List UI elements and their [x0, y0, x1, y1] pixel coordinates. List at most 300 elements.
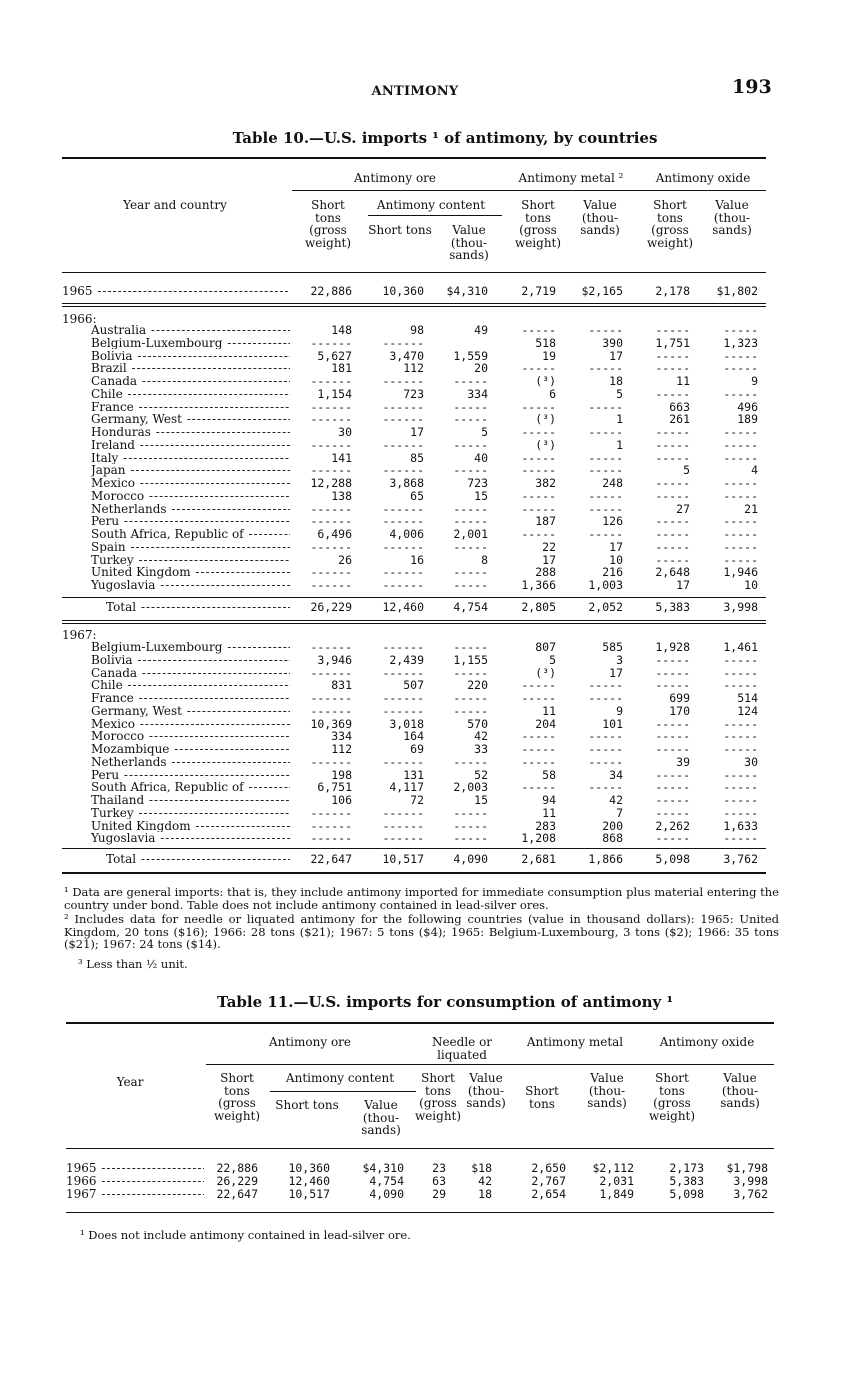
table-row [0, 679, 862, 692]
table-cell: 1,155 [453, 652, 488, 667]
table-cell: 5,383 [655, 600, 690, 614]
table-cell: (³) [535, 437, 556, 452]
table-cell: 20 [474, 361, 488, 376]
table-cell: ----- [453, 437, 488, 452]
table-cell: ------ [382, 831, 424, 846]
row-label: Morocco ----- [91, 490, 290, 503]
table-cell: ----- [723, 716, 758, 731]
table-cell: 1,461 [723, 640, 758, 654]
table11-ore-tons-header: Short tons (gross weight) [213, 1071, 261, 1123]
table-cell: 11 [542, 805, 556, 820]
table11-content-value-header: Value (thou- sands) [361, 1098, 401, 1137]
table-cell: ----- [655, 361, 690, 376]
row-label: Spain ----- [91, 541, 290, 554]
table-cell: 4,117 [389, 780, 424, 795]
table-cell: ------ [382, 374, 424, 388]
table-cell: 63 [432, 1173, 446, 1188]
table-cell: 138 [331, 488, 352, 503]
table-cell: ----- [453, 640, 488, 654]
row-label: Turkey ----- [91, 807, 290, 820]
row-label: Germany, West ----- [91, 705, 290, 718]
table10-group-rule [292, 190, 766, 191]
table-cell: 699 [669, 691, 690, 705]
table-row [0, 756, 862, 769]
table-cell: ----- [723, 425, 758, 439]
table-cell: ----- [723, 678, 758, 693]
table-cell: ------ [382, 754, 424, 769]
table-cell: 7 [616, 805, 623, 820]
table-row [0, 667, 862, 680]
table-cell: 39 [676, 754, 690, 769]
table-cell: $18 [471, 1161, 492, 1175]
table-cell: 124 [737, 703, 758, 718]
table-cell: 1,154 [317, 386, 352, 401]
table-cell: ----- [521, 361, 556, 376]
table-cell: 2,178 [655, 284, 690, 298]
row-label: Mozambique ----- [91, 743, 290, 756]
table-row [0, 579, 862, 592]
table-cell: 3,018 [389, 716, 424, 731]
table10-oxide-tons-header: Short tons (gross weight) [646, 198, 694, 250]
table-cell: 6 [549, 386, 556, 401]
table-row [0, 452, 862, 465]
table-cell: ----- [723, 665, 758, 680]
table-row [0, 337, 862, 350]
table-cell: 334 [467, 386, 488, 401]
table-cell: 283 [535, 818, 556, 833]
table11-footnote: ¹ Does not include antimony contained in lead-silver ore. [80, 1228, 411, 1242]
table-cell: ----- [723, 742, 758, 756]
table-cell: 42 [474, 729, 488, 744]
table-cell: ----- [655, 678, 690, 693]
table-cell: 3,998 [733, 1173, 768, 1188]
table11-oxide-tons-header: Short tons (gross weight) [648, 1071, 696, 1123]
table10-rule-1965b [62, 306, 766, 307]
table-cell: ------ [310, 578, 352, 592]
table-cell: 4,754 [369, 1173, 404, 1188]
table10-ore-group-header: Antimony ore [353, 171, 437, 185]
table-cell: 2,173 [669, 1161, 704, 1175]
row-label: 1965 ----- [66, 1162, 204, 1175]
table-cell: ----- [655, 552, 690, 567]
row-label: Total ----- [106, 853, 290, 866]
table10-content-rule [368, 215, 502, 216]
table-cell: ----- [588, 463, 623, 478]
table-cell: 98 [410, 323, 424, 337]
table-row [0, 490, 862, 503]
table-cell: 10,369 [310, 716, 352, 731]
table10-content-group-header: Antimony content [376, 198, 486, 212]
table-cell: 17 [609, 539, 623, 554]
table-cell: 868 [602, 831, 623, 846]
table-cell: 58 [542, 767, 556, 782]
table-cell: 390 [602, 335, 623, 350]
table-cell: ------ [382, 640, 424, 654]
table-cell: ----- [723, 361, 758, 376]
table-cell: ----- [588, 729, 623, 744]
table-cell: ----- [655, 450, 690, 465]
table10-top-rule [62, 157, 766, 159]
table-cell: 1,003 [588, 578, 623, 592]
table-cell: ----- [453, 831, 488, 846]
row-label: Brazil ----- [91, 362, 290, 375]
table-cell: 1,559 [453, 348, 488, 363]
table-cell: 17 [676, 578, 690, 592]
table-cell: 1,633 [723, 818, 758, 833]
table-cell: ------ [382, 565, 424, 580]
table-cell: ----- [521, 678, 556, 693]
table-row [0, 439, 862, 452]
table10-rule-1966a [62, 620, 766, 621]
table-cell: 26,229 [310, 600, 352, 614]
table-cell: ----- [723, 514, 758, 529]
table-cell: ------ [382, 501, 424, 516]
table10-header-rule [62, 272, 766, 273]
table-cell: ----- [588, 780, 623, 795]
row-label: Mexico ----- [91, 718, 290, 731]
row-label: Turkey ----- [91, 554, 290, 567]
table11-header-rule [66, 1148, 774, 1149]
table-cell: ----- [521, 323, 556, 337]
table-cell: ------ [382, 665, 424, 680]
table-cell: ------ [310, 437, 352, 452]
table-row [0, 781, 862, 794]
table-row [0, 503, 862, 516]
table-cell: ----- [453, 691, 488, 705]
table-row [0, 324, 862, 337]
table-cell: ----- [453, 665, 488, 680]
table-cell: ----- [655, 348, 690, 363]
table11-top-rule [66, 1022, 774, 1024]
table-cell: 2,654 [531, 1186, 566, 1201]
table11-needle-group-header: Needle or liquated [431, 1035, 493, 1062]
table-cell: 26 [338, 552, 352, 567]
table-cell: 106 [331, 793, 352, 807]
table-cell: 3,868 [389, 476, 424, 490]
table-cell: 22,886 [216, 1161, 258, 1175]
table-cell: ----- [588, 361, 623, 376]
table-cell: $2,112 [592, 1161, 634, 1175]
table-cell: $1,802 [716, 284, 758, 298]
table-cell: 8 [481, 552, 488, 567]
table-cell: ----- [723, 476, 758, 490]
table-cell: 2,719 [521, 284, 556, 298]
table-cell: 3,762 [733, 1186, 768, 1201]
table-cell: 181 [331, 361, 352, 376]
table-cell: 5 [549, 652, 556, 667]
table-cell: 65 [410, 488, 424, 503]
table-cell: 3,998 [723, 600, 758, 614]
table-cell: ----- [588, 754, 623, 769]
table-cell: ----- [723, 323, 758, 337]
table-cell: ----- [655, 805, 690, 820]
table-cell: 2,805 [521, 600, 556, 614]
table-cell: ----- [723, 652, 758, 667]
table10-metal-group-header: Antimony metal ² [518, 171, 624, 185]
table-cell: ------ [382, 437, 424, 452]
table-cell: 42 [609, 793, 623, 807]
table-cell: ------ [310, 374, 352, 388]
table-cell: $2,165 [581, 284, 623, 298]
row-label: United Kingdom ----- [91, 820, 290, 833]
table-cell: 12,460 [288, 1173, 330, 1188]
row-label: United Kingdom ----- [91, 566, 290, 579]
table11-metal-group-header: Antimony metal [526, 1035, 624, 1049]
table10-ore-tons-header: Short tons (gross weight) [304, 198, 352, 250]
table-cell: ----- [588, 742, 623, 756]
table-cell: ----- [655, 437, 690, 452]
table-cell: 831 [331, 678, 352, 693]
table-cell: ----- [588, 678, 623, 693]
table-cell: 72 [410, 793, 424, 807]
table-cell: ------ [382, 412, 424, 427]
table10-title: Table 10.—U.S. imports ¹ of antimony, by countries [232, 129, 658, 147]
table11-content-tons-header: Short tons [275, 1098, 339, 1112]
table-cell: ----- [521, 754, 556, 769]
table-cell: 2,681 [521, 852, 556, 866]
row-label: Netherlands ----- [91, 756, 290, 769]
table-cell: 18 [478, 1186, 492, 1201]
table-cell: ----- [655, 425, 690, 439]
table-cell: 22 [542, 539, 556, 554]
table-cell: 10 [744, 578, 758, 592]
table-cell: 1 [616, 437, 623, 452]
table-cell: 570 [467, 716, 488, 731]
row-label: France ----- [91, 401, 290, 414]
row-label: 1965 ----- [62, 285, 290, 298]
table-cell: 30 [744, 754, 758, 769]
table-cell: ------ [382, 539, 424, 554]
table-cell: ------ [310, 514, 352, 529]
table10-footnote-2: ² Includes data for needle or liquated antimony for the following countries (value in thousand dollars): 1965: United Kingdom, 20 tons ($16); 1966: 28 tons ($21); 1967: 5 tons ($4); 1965: Belgium-Luxembourg, 3 tons ($2); 1966: 35 tons ($21); 1967: 24 tons ($14). [64, 912, 779, 951]
page-number: 193 [732, 76, 772, 98]
table-cell: 30 [338, 425, 352, 439]
table-cell: ----- [655, 323, 690, 337]
table-cell: ----- [655, 386, 690, 401]
table-cell: 26,229 [216, 1173, 258, 1188]
table-cell: ----- [521, 691, 556, 705]
table-cell: 496 [737, 399, 758, 414]
table11-stub-header: Year [116, 1075, 144, 1089]
table-cell: 2,767 [531, 1173, 566, 1188]
row-label: 1967 ----- [66, 1188, 204, 1201]
table-cell: 112 [331, 742, 352, 756]
table-cell: ----- [453, 374, 488, 388]
table-cell: 101 [602, 716, 623, 731]
row-label: Canada ----- [91, 667, 290, 680]
table-row [0, 705, 862, 718]
table-cell: ------ [310, 463, 352, 478]
row-label: Thailand ----- [91, 794, 290, 807]
table-row [0, 641, 862, 654]
table11-oxide-group-header: Antimony oxide [659, 1035, 755, 1049]
table-cell: ----- [453, 463, 488, 478]
table-cell: ----- [723, 729, 758, 744]
table-cell: 4,754 [453, 600, 488, 614]
row-1965 [0, 285, 862, 298]
table-cell: 261 [669, 412, 690, 427]
table-cell: 16 [410, 552, 424, 567]
table-cell: 2,439 [389, 652, 424, 667]
table-cell: 2,003 [453, 780, 488, 795]
table11-group-rule [206, 1064, 774, 1065]
table-cell: ----- [655, 780, 690, 795]
row-label: Mexico ----- [91, 477, 290, 490]
table-cell: ----- [655, 665, 690, 680]
table-row [0, 654, 862, 667]
table-cell: 170 [669, 703, 690, 718]
table-cell: ----- [453, 399, 488, 414]
table-cell: 807 [535, 640, 556, 654]
table-cell: ----- [723, 831, 758, 846]
table-cell: ----- [723, 552, 758, 567]
table-cell: 11 [676, 374, 690, 388]
table-cell: 198 [331, 767, 352, 782]
row-label: Bolivia ----- [91, 350, 290, 363]
table-cell: 507 [403, 678, 424, 693]
table10-stub-header: Year and country [123, 198, 227, 212]
table-cell: ----- [521, 729, 556, 744]
table-cell: ----- [723, 539, 758, 554]
row-label: Australia ----- [91, 324, 290, 337]
table-cell: 17 [609, 665, 623, 680]
table-cell: ----- [453, 501, 488, 516]
table-cell: $1,798 [726, 1161, 768, 1175]
table-cell: ----- [655, 831, 690, 846]
table-cell: ----- [521, 399, 556, 414]
table-cell: 1,849 [599, 1186, 634, 1201]
table-cell: 663 [669, 399, 690, 414]
row-label: Japan ----- [91, 464, 290, 477]
row-label: Belgium-Luxembourg ----- [91, 641, 290, 654]
row-label: Chile ----- [91, 679, 290, 692]
table-cell: ----- [655, 539, 690, 554]
table-cell: 5,098 [669, 1186, 704, 1201]
table-cell: 33 [474, 742, 488, 756]
running-head: ANTIMONY [371, 84, 459, 99]
table-cell: ----- [723, 488, 758, 503]
table-cell: 200 [602, 818, 623, 833]
table-cell: 11 [542, 703, 556, 718]
table-cell: ------ [382, 335, 424, 350]
table-row [0, 718, 862, 731]
table11-content-group-header: Antimony content [285, 1071, 395, 1085]
table-cell: 21 [744, 501, 758, 516]
table-row [0, 1175, 862, 1188]
group-label-1967: 1967: [62, 628, 97, 642]
table11-title: Table 11.—U.S. imports for consumption of antimony ¹ [216, 993, 674, 1011]
table-row [0, 464, 862, 477]
table-cell: ----- [655, 716, 690, 731]
table-cell: ----- [723, 437, 758, 452]
table-cell: 112 [403, 361, 424, 376]
table-row [0, 554, 862, 567]
table-cell: 17 [542, 552, 556, 567]
table-cell: ------ [382, 514, 424, 529]
table-cell: 382 [535, 476, 556, 490]
row-label: Chile ----- [91, 388, 290, 401]
row-label: 1966 ----- [66, 1175, 204, 1188]
table-cell: 52 [474, 767, 488, 782]
table-row [0, 832, 862, 845]
table-cell: ----- [588, 425, 623, 439]
table-cell: 4,090 [453, 852, 488, 866]
table-row [0, 401, 862, 414]
table-cell: 9 [616, 703, 623, 718]
table-cell: 2,052 [588, 600, 623, 614]
table-cell: 5,627 [317, 348, 352, 363]
table10-rule-1965a [62, 303, 766, 304]
table-cell: ------ [310, 831, 352, 846]
table-cell: 85 [410, 450, 424, 465]
table-cell: ----- [655, 729, 690, 744]
table-cell: ----- [521, 527, 556, 541]
table-cell: ----- [588, 488, 623, 503]
table-cell: 514 [737, 691, 758, 705]
table-cell: ------ [382, 703, 424, 718]
table-cell: 10,517 [382, 852, 424, 866]
table-cell: 220 [467, 678, 488, 693]
table-cell: 49 [474, 323, 488, 337]
table-cell: 42 [478, 1173, 492, 1188]
table-row [0, 350, 862, 363]
table-cell: ----- [588, 527, 623, 541]
row-label: South Africa, Republic of ----- [91, 781, 290, 794]
table-cell: 17 [609, 348, 623, 363]
table-cell: ----- [453, 412, 488, 427]
row-label: Belgium-Luxembourg ----- [91, 337, 290, 350]
table-cell: ----- [655, 652, 690, 667]
table-row [0, 730, 862, 743]
table-cell: 10 [609, 552, 623, 567]
total-1966 [0, 601, 862, 614]
table-cell: 1,946 [723, 565, 758, 580]
table-cell: ----- [453, 539, 488, 554]
table-cell: 9 [751, 374, 758, 388]
table-cell: ----- [453, 805, 488, 820]
row-label: Bolivia ----- [91, 654, 290, 667]
row-label: Germany, West ----- [91, 413, 290, 426]
table10-oxide-group-header: Antimony oxide [655, 171, 751, 185]
table10-rule-total67 [62, 848, 766, 849]
table-cell: 5,383 [669, 1173, 704, 1188]
table-cell: 2,650 [531, 1161, 566, 1175]
table-cell: 189 [737, 412, 758, 427]
table-cell: 334 [331, 729, 352, 744]
table-cell: ------ [310, 412, 352, 427]
table-cell: 15 [474, 488, 488, 503]
table-cell: 18 [609, 374, 623, 388]
table-cell: ----- [453, 578, 488, 592]
table-cell: 216 [602, 565, 623, 580]
table-cell: 141 [331, 450, 352, 465]
table10-content-value-header: Value (thou- sands) [449, 223, 489, 262]
row-label: South Africa, Republic of ----- [91, 528, 290, 541]
table11-metal-value-header: Value (thou- sands) [587, 1071, 627, 1110]
table-cell: 5 [683, 463, 690, 478]
table-row [0, 388, 862, 401]
table-cell: $4,310 [446, 284, 488, 298]
table-cell: 6,496 [317, 527, 352, 541]
row-label: Total ----- [106, 601, 290, 614]
table11-metal-tons-header: Short tons [525, 1084, 559, 1111]
table-cell: 6,751 [317, 780, 352, 795]
table-row [0, 692, 862, 705]
table-cell: 1,366 [521, 578, 556, 592]
table-cell: $4,310 [362, 1161, 404, 1175]
table-cell: 2,262 [655, 818, 690, 833]
row-label: Canada ----- [91, 375, 290, 388]
